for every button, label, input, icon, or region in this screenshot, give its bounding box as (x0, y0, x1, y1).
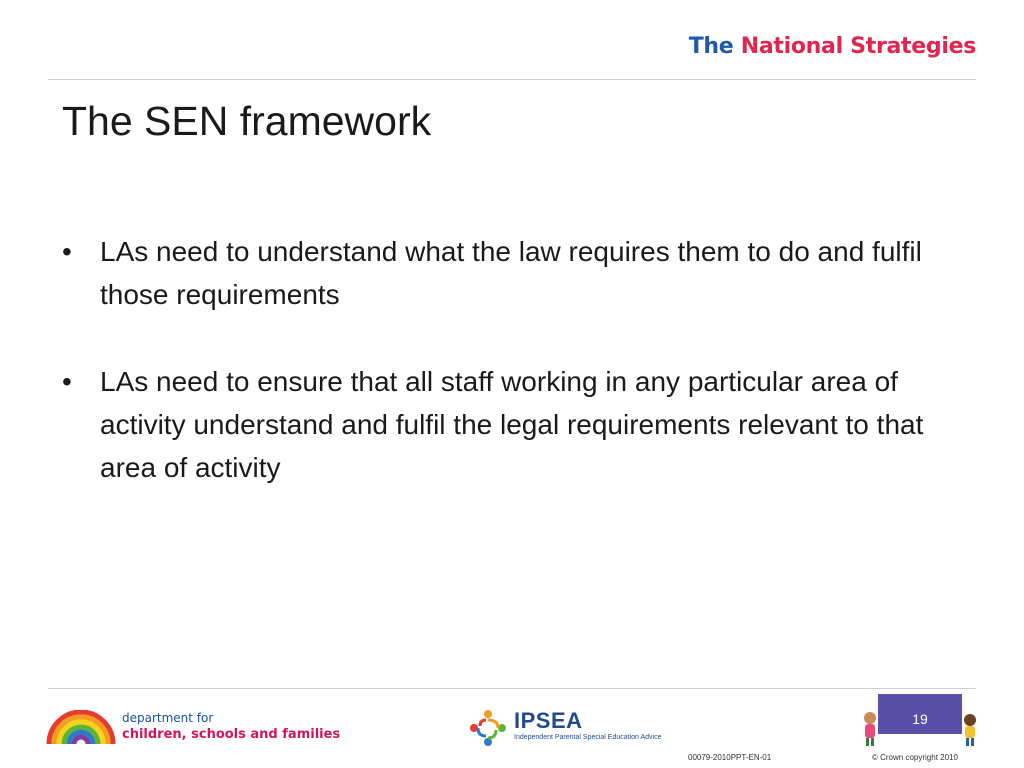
ipsea-name: IPSEA (514, 708, 583, 733)
copyright-notice: © Crown copyright 2010 (872, 753, 958, 762)
footer-divider (48, 688, 976, 689)
ipsea-logo (468, 706, 668, 750)
dcsf-line-1: department for (122, 711, 214, 725)
bullet-marker: • (62, 236, 72, 267)
bullet-item (62, 360, 972, 489)
bullet-item (62, 230, 972, 316)
national-strategies-logo (689, 34, 976, 59)
bullet-text: LAs need to understand what the law requires them to do and fulfil those requirements (100, 236, 922, 310)
bullet-marker: • (62, 366, 72, 397)
brand-national-strategies: National Strategies (740, 34, 976, 59)
bullet-list (62, 230, 972, 533)
ipsea-tagline: Independent Parental Special Education Advice (514, 734, 662, 741)
page-number: 19 (878, 694, 962, 734)
dcsf-line-2: children, schools and families (122, 727, 341, 742)
dcsf-logo (46, 708, 341, 748)
rainbow-icon (46, 710, 116, 746)
brand-the: The (688, 34, 734, 59)
bullet-text: LAs need to ensure that all staff working in any particular area of activity understand and fulfil the legal requirements relevant to that area of activity (100, 366, 924, 483)
slide-title: The SEN framework (62, 98, 432, 144)
document-code: 00079-2010PPT-EN-01 (688, 753, 772, 762)
header-divider (48, 79, 976, 80)
ipsea-people-icon (468, 708, 508, 748)
